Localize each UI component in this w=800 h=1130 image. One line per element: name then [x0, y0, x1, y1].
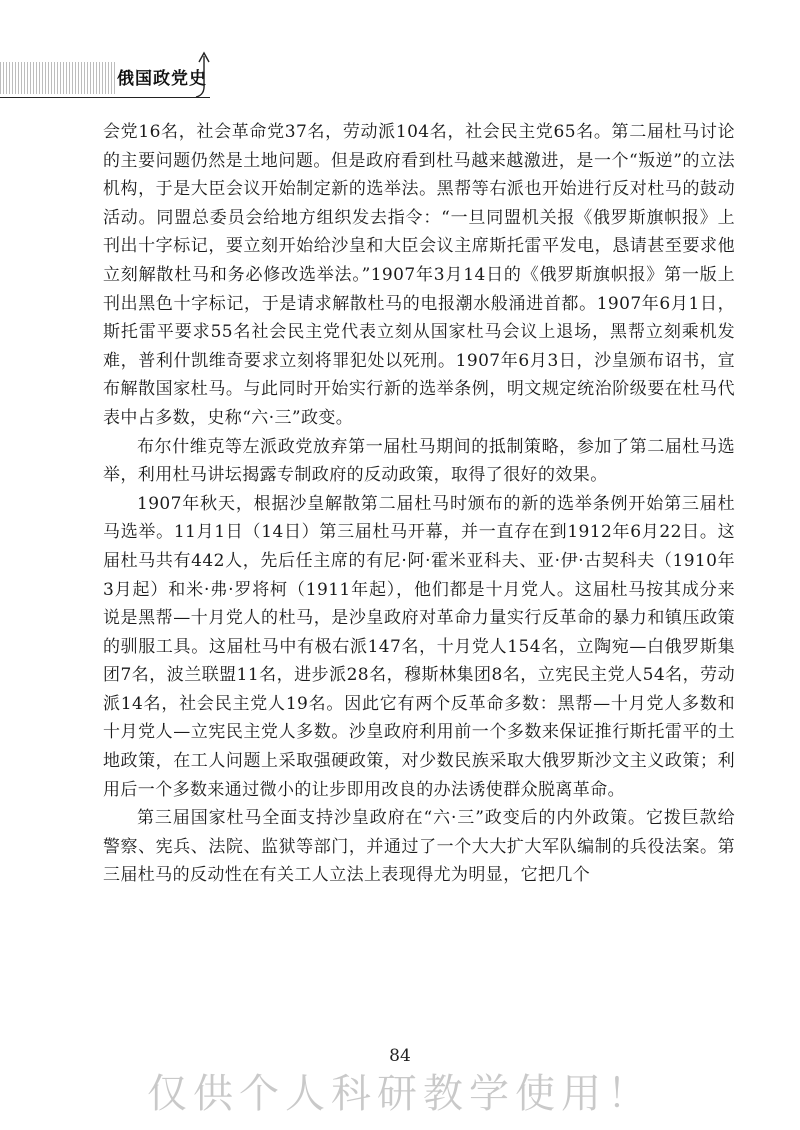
watermark: 仅供个人科研教学使用！: [147, 1071, 653, 1117]
paragraph: 会党16名，社会革命党37名，劳动派104名，社会民主党65名。第二届杜马讨论的主要问题仍然是土地问题。但是政府看到杜马越来越激进，是一个“叛逆”的立法机构，于是大臣会议开始制定新的选举法。黑帮等右派也开始进行反对杜马的鼓动活动。同盟总委员会给地方组织发去指令：“一旦同盟机关报《俄罗斯旗帜报》上刊出十字标记，要立刻开始给沙皇和大臣会议主席斯托雷平发电，恳请甚至要求他立刻解散杜马和务必修改选举法。”1907年3月14日的《俄罗斯旗帜报》第一版上刊出黑色十字标记，于是请求解散杜马的电报潮水般涌进首都。1907年6月1日，斯托雷平要求55名社会民主党代表立刻从国家杜马会议上退场，黑帮立刻乘机发难，普利什凯维奇要求立刻将罪犯处以死刑。1907年6月3日，沙皇颁布诏书，宣布解散国家杜马。与此同时开始实行新的选举条例，明文规定统治阶级要在杜马代表中占多数，史称“六·三”政变。: [103, 122, 735, 428]
book-title: 俄国政党史: [117, 69, 207, 89]
header-rule: [0, 97, 210, 98]
page-number: 84: [389, 1046, 411, 1066]
paragraph: 第三届国家杜马全面支持沙皇政府在“六·三”政变后的内外政策。它拨巨款给警察、宪兵、法院、监狱等部门，并通过了一个大大扩大军队编制的兵役法案。第三届杜马的反动性在有关工人立法上表现得尤为明显，它把几个: [103, 808, 735, 886]
header-stripe-decoration: [0, 62, 115, 94]
header-arrow-icon: [192, 50, 214, 100]
running-header: [0, 0, 800, 110]
paragraph: 1907年秋天，根据沙皇解散第二届杜马时颁布的新的选举条例开始第三届杜马选举。11月1日（14日）第三届杜马开幕，并一直存在到1912年6月22日。这届杜马共有442人，先后任主席的有尼·阿·霍米亚科夫、亚·伊·古契科夫（1910年3月起）和米·弗·罗将柯（1911年起），他们都是十月党人。这届杜马按其成分来说是黑帮—十月党人的杜马，是沙皇政府对革命力量实行反革命的暴力和镇压政策的驯服工具。这届杜马中有极右派147名，十月党人154名，立陶宛—白俄罗斯集团7名，波兰联盟11名，进步派28名，穆斯林集团8名，立宪民主党人54名，劳动派14名，社会民主党人19名。因此它有两个反革命多数：黑帮—十月党人多数和十月党人—立宪民主党人多数。沙皇政府利用前一个多数来保证推行斯托雷平的土地政策，在工人问题上采取强硬政策，对少数民族采取大俄罗斯沙文主义政策；利用后一个多数来通过微小的让步即用改良的办法诱使群众脱离革命。: [103, 493, 735, 800]
body-text: [103, 118, 735, 890]
paragraph: 布尔什维克等左派政党放弃第一届杜马期间的抵制策略，参加了第二届杜马选举，利用杜马讲坛揭露专制政府的反动政策，取得了很好的效果。: [103, 436, 735, 486]
